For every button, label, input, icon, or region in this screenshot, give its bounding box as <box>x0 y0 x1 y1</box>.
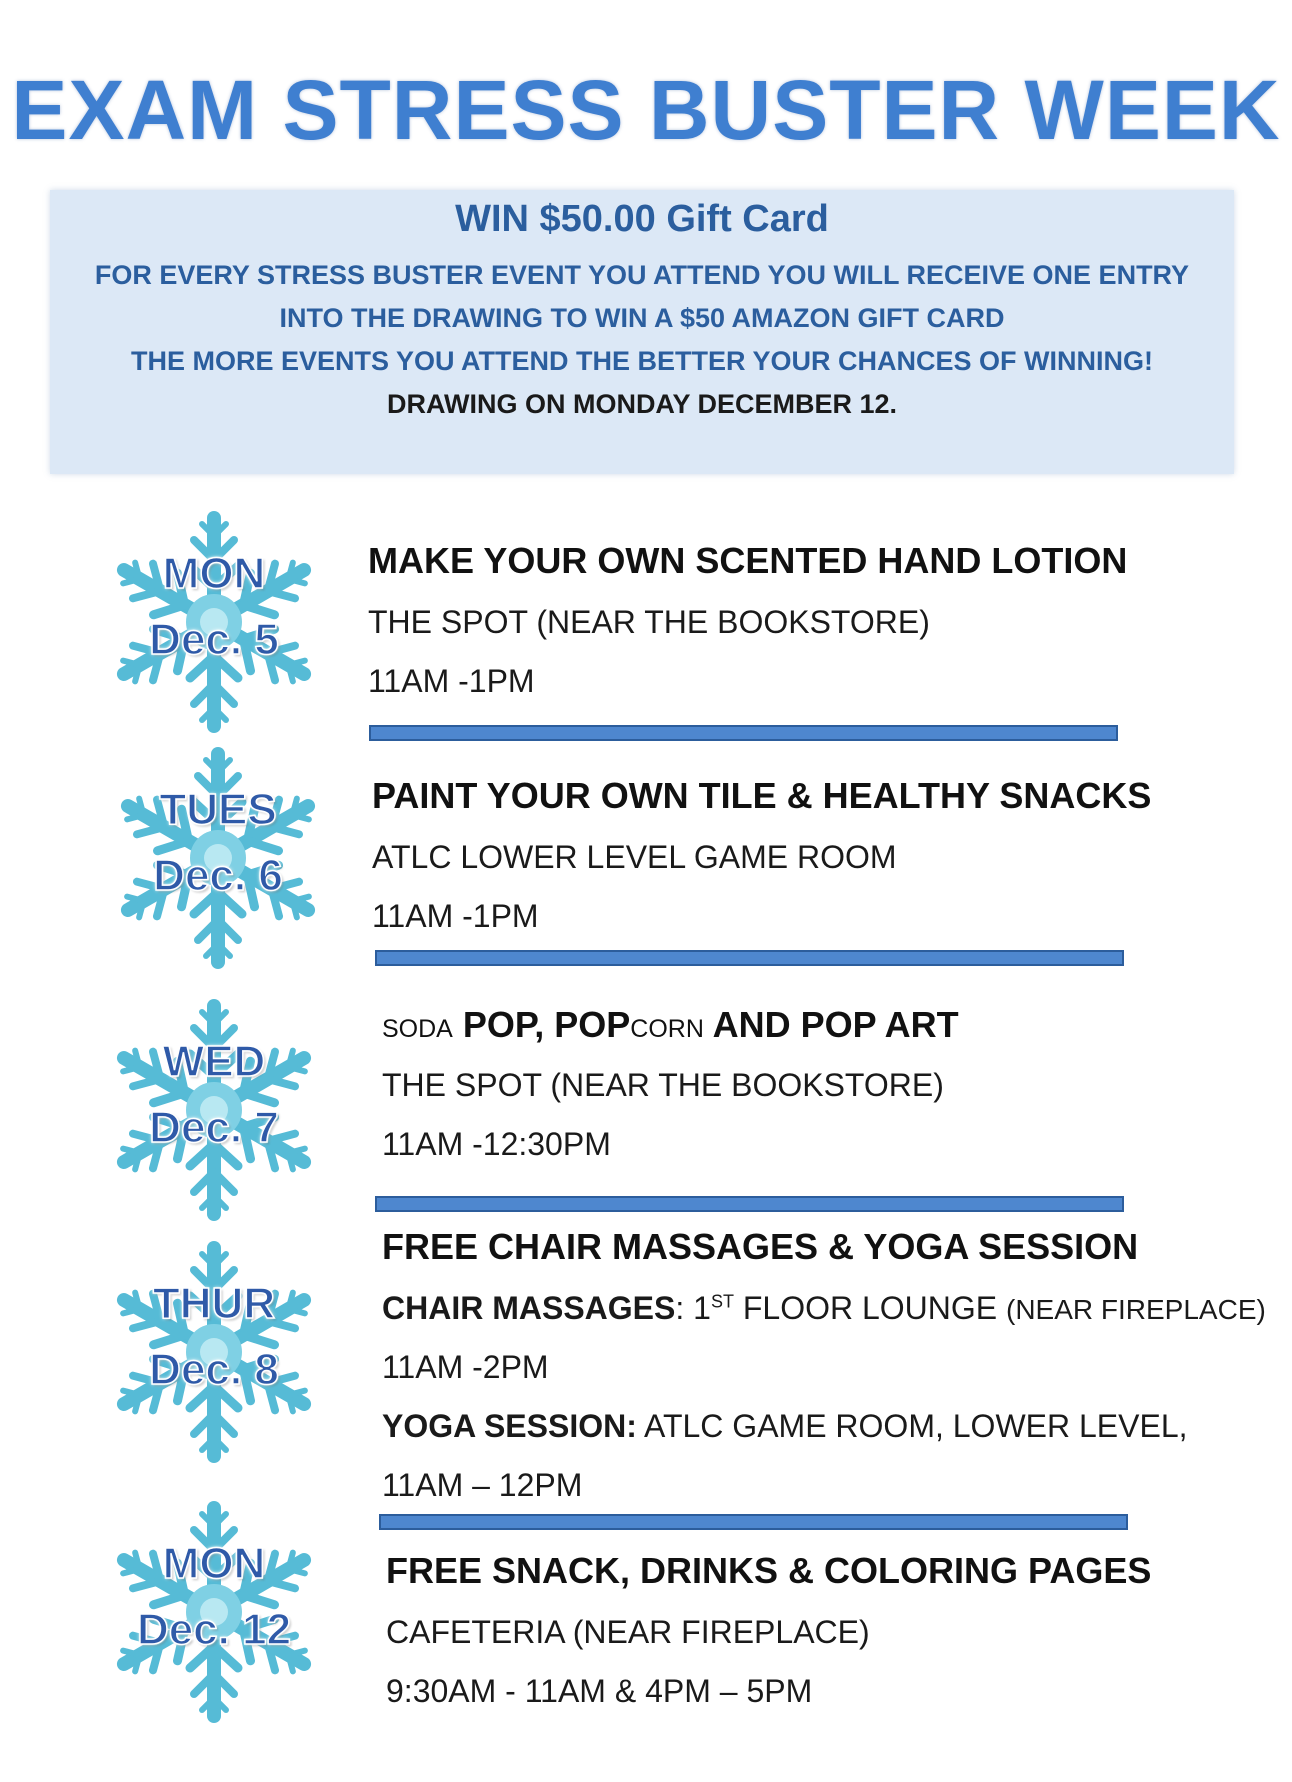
day-date: Dec. 5 <box>149 615 279 664</box>
floor-ordinal: ST <box>710 1291 734 1312</box>
event-title: FREE CHAIR MASSAGES & YOGA SESSION <box>382 1226 1139 1267</box>
day-date: Dec. 7 <box>149 1103 279 1152</box>
event-location: ATLC LOWER LEVEL GAME ROOM <box>372 839 897 875</box>
day-badge <box>98 1236 330 1468</box>
divider <box>379 1514 1128 1530</box>
event-title-part: AND POP ART <box>712 1004 959 1045</box>
event-time: 11AM -1PM <box>372 898 539 934</box>
giveaway-banner <box>50 190 1234 474</box>
day-name: MON <box>162 1539 266 1588</box>
massage-location: FLOOR LOUNGE <box>742 1290 998 1326</box>
massage-note: (NEAR FIREPLACE) <box>1006 1294 1266 1325</box>
event-time: 11AM -1PM <box>368 663 535 699</box>
day-date: Dec. 8 <box>149 1345 279 1394</box>
event-time: 11AM -12:30PM <box>382 1126 611 1162</box>
yoga-line <box>382 1408 1188 1445</box>
event-title-part: POP, POP <box>462 1004 631 1045</box>
page-title: EXAM STRESS BUSTER WEEK <box>11 63 1281 157</box>
day-badge <box>98 506 330 738</box>
event-title-part: CORN <box>630 1015 704 1043</box>
event-title: MAKE YOUR OWN SCENTED HAND LOTION <box>368 540 1128 581</box>
giveaway-headline: WIN $50.00 Gift Card <box>455 198 829 240</box>
event-location: CAFETERIA (NEAR FIREPLACE) <box>386 1614 870 1650</box>
event-title <box>382 1004 959 1046</box>
yoga-time: 11AM – 12PM <box>382 1467 583 1503</box>
divider <box>369 725 1118 741</box>
giveaway-line: FOR EVERY STRESS BUSTER EVENT YOU ATTEND YOU WILL RECEIVE ONE ENTRY <box>94 260 1190 290</box>
day-name: TUES <box>159 785 277 834</box>
drawing-date: DRAWING ON MONDAY DECEMBER 12. <box>386 389 898 419</box>
event-location: THE SPOT (NEAR THE BOOKSTORE) <box>368 604 930 640</box>
event-title: FREE SNACK, DRINKS & COLORING PAGES <box>386 1550 1152 1591</box>
day-date: Dec. 12 <box>136 1605 292 1654</box>
day-badge <box>102 742 334 974</box>
massage-label: CHAIR MASSAGES <box>382 1290 676 1326</box>
event-time: 9:30AM - 11AM & 4PM – 5PM <box>386 1673 813 1709</box>
massage-time: 11AM -2PM <box>382 1349 549 1385</box>
day-badge <box>98 1496 330 1728</box>
yoga-location: ATLC GAME ROOM, LOWER LEVEL, <box>643 1408 1188 1444</box>
giveaway-line: INTO THE DRAWING TO WIN A $50 AMAZON GIFT CARD <box>279 303 1005 333</box>
massage-line: CHAIR MASSAGES: 1ST FLOOR LOUNGE (NEAR FIREPLACE) <box>382 1290 1266 1326</box>
divider <box>375 950 1124 966</box>
floor-number: 1 <box>693 1290 711 1326</box>
day-name: MON <box>162 549 266 598</box>
event-title: PAINT YOUR OWN TILE & HEALTHY SNACKS <box>372 775 1152 816</box>
day-date: Dec. 6 <box>153 851 283 900</box>
day-name: THUR <box>152 1279 276 1328</box>
divider <box>375 1196 1124 1212</box>
event-location: THE SPOT (NEAR THE BOOKSTORE) <box>382 1067 944 1103</box>
day-name: WED <box>162 1037 266 1086</box>
giveaway-line: THE MORE EVENTS YOU ATTEND THE BETTER YOUR CHANCES OF WINNING! <box>130 346 1154 376</box>
yoga-label: YOGA SESSION: <box>382 1408 637 1444</box>
event-title-part: SODA <box>382 1015 453 1043</box>
day-badge <box>98 994 330 1226</box>
